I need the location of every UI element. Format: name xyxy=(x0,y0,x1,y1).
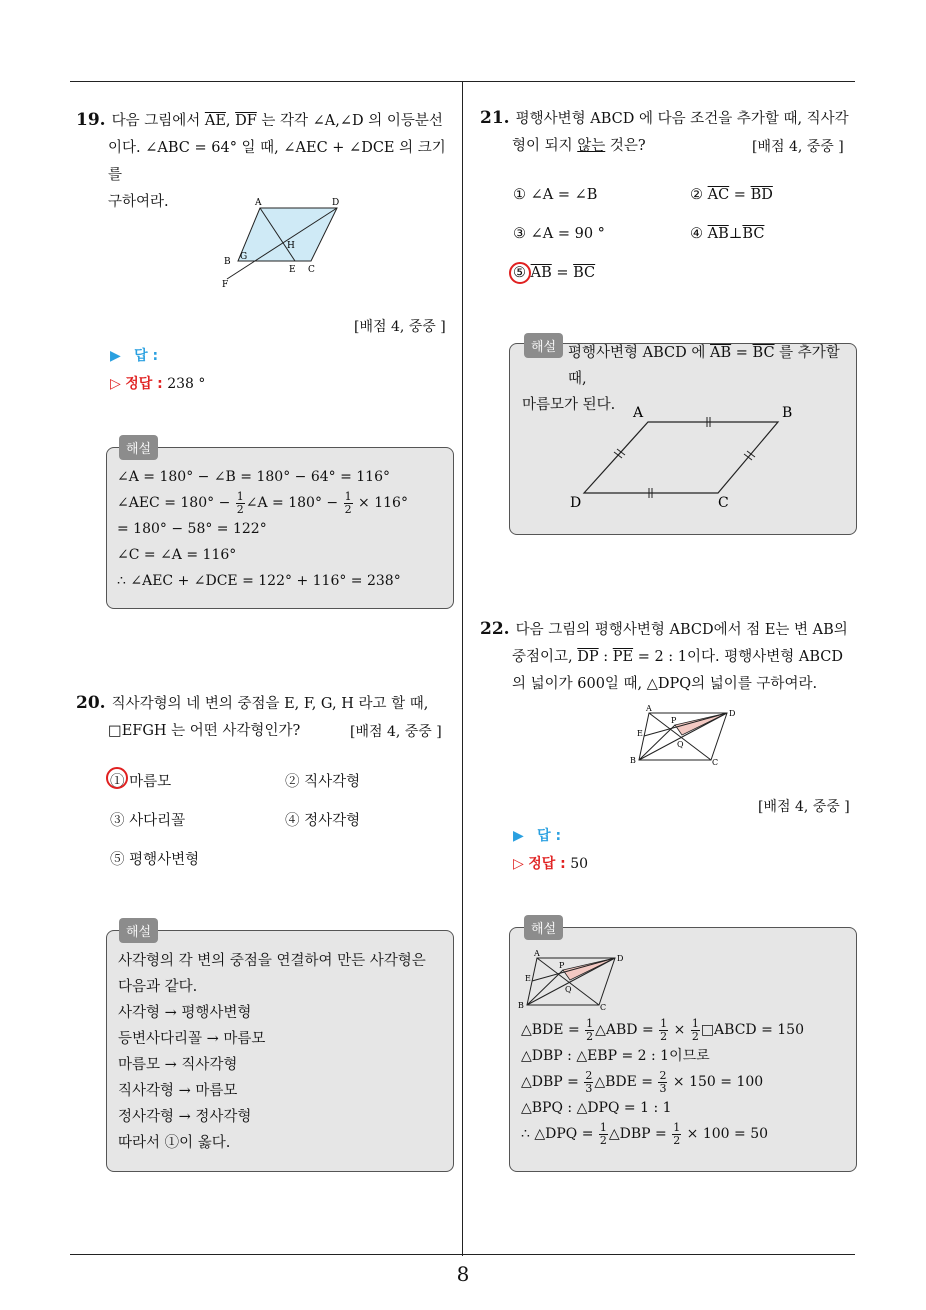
q19-answer-line xyxy=(110,345,158,365)
explain-line: ∠C = ∠A = 116° xyxy=(117,547,237,563)
segment-label: $\overline{AB}$ xyxy=(707,226,729,242)
numerator: 1 xyxy=(599,1120,607,1134)
fraction xyxy=(672,1122,681,1147)
fig-label-h: H xyxy=(287,241,295,251)
explain-line: 등변사다리꼴 → 마름모 xyxy=(118,1031,266,1047)
question-text: 는 각각 ∠A,∠D 의 이등분선 xyxy=(256,113,443,129)
fig-label-q: Q xyxy=(677,740,684,749)
fig-label-f: F xyxy=(222,280,229,290)
text: × 116° xyxy=(353,495,408,511)
q20-option-1[interactable]: ① 마름모 xyxy=(110,774,172,790)
denominator: 2 xyxy=(660,1029,668,1043)
text: △BDE = xyxy=(594,1074,658,1090)
q19-parallelogram-figure xyxy=(215,193,350,290)
question-number: 21. xyxy=(480,108,510,128)
fraction xyxy=(659,1018,668,1043)
question-text: 구하여라. xyxy=(108,194,169,210)
q20-explanation-tag: 해설 xyxy=(119,918,158,943)
explain-line xyxy=(521,1069,853,1095)
text: ⑤ xyxy=(513,265,531,281)
correct-value: 238 ° xyxy=(167,376,206,392)
segment-label: $\overline{DF}$ xyxy=(235,113,257,129)
text: ⊥ xyxy=(728,226,743,242)
q19-correct-line xyxy=(110,373,205,393)
explain-line xyxy=(521,1017,853,1043)
q21-option-1[interactable]: ① ∠A = ∠B xyxy=(513,187,598,203)
q19-score: [배점 4, 중중 ] xyxy=(354,319,446,335)
question-text: : xyxy=(598,649,613,665)
explain-line: 사각형의 각 변의 중점을 연결하여 만든 사각형은 xyxy=(118,953,426,969)
explain-line: 다음과 같다. xyxy=(118,979,198,995)
denominator: 2 xyxy=(344,502,352,516)
denominator: 2 xyxy=(236,502,244,516)
correct-value: 50 xyxy=(570,856,589,872)
text: × xyxy=(669,1022,690,1038)
text: 평행사변형 ABCD 에 xyxy=(568,345,710,361)
fig-label-c: C xyxy=(600,1003,607,1012)
q21-option-4[interactable] xyxy=(690,226,764,242)
question-text: 이다. ∠ABC = 64° 일 때, ∠AEC + ∠DCE 의 크기를 xyxy=(108,140,446,183)
explain-line: 사각형 → 평행사변형 xyxy=(118,1005,252,1021)
question-22 xyxy=(480,616,858,698)
question-text: 것은? xyxy=(605,138,646,154)
q19-explanation xyxy=(117,464,447,594)
denominator: 3 xyxy=(659,1081,667,1095)
text: × 100 = 50 xyxy=(682,1126,769,1142)
numerator: 2 xyxy=(659,1068,667,1082)
denominator: 2 xyxy=(691,1029,699,1043)
text: ② xyxy=(690,187,708,203)
q21-option-3[interactable]: ③ ∠A = 90 ° xyxy=(513,226,605,242)
question-text-underlined: 않는 xyxy=(577,138,606,154)
explain-line: ∴ ∠AEC + ∠DCE = 122° + 116° = 238° xyxy=(117,573,401,589)
fig-label-d: D xyxy=(332,198,340,208)
text: △BDE = xyxy=(521,1022,585,1038)
q20-option-3[interactable]: ③ 사다리꼴 xyxy=(110,813,186,829)
question-text: 직사각형의 네 변의 중점을 E, F, G, H 라고 할 때, xyxy=(111,696,429,712)
fig-label-a: A xyxy=(255,198,262,208)
fig-label-b: B xyxy=(630,756,636,765)
explain-line: 정사각형 → 정사각형 xyxy=(118,1109,252,1125)
text: □ABCD = 150 xyxy=(700,1022,804,1038)
answer-label: 답 : xyxy=(537,828,562,844)
text: = xyxy=(551,265,574,281)
fig-label-d: D xyxy=(617,954,624,963)
fig-label-p: P xyxy=(671,716,677,725)
text: = xyxy=(729,187,751,203)
text: △DBP = xyxy=(608,1126,672,1142)
text: = xyxy=(731,345,753,361)
denominator: 3 xyxy=(585,1081,593,1095)
fig-label-c: C xyxy=(718,495,729,511)
explain-line: △BPQ : △DPQ = 1 : 1 xyxy=(521,1100,672,1116)
fig-label-b: B xyxy=(782,405,793,421)
text: △DBP = xyxy=(521,1074,584,1090)
fig-label-e: E xyxy=(525,974,531,983)
fraction xyxy=(585,1018,594,1043)
denominator: 2 xyxy=(599,1133,607,1147)
fig-label-c: C xyxy=(308,265,315,275)
question-number: 20. xyxy=(76,693,106,713)
text: × 150 = 100 xyxy=(668,1074,764,1090)
explain-line xyxy=(117,490,447,516)
triangle-icon: ▷ xyxy=(110,376,121,392)
question-text: 다음 그림의 평행사변형 ABCD에서 점 E는 변 AB의 xyxy=(515,622,848,638)
text: ∠AEC = 180° − xyxy=(117,495,235,511)
q22-explanation xyxy=(521,1017,853,1147)
selected-answer-mark xyxy=(106,767,128,789)
fig-label-a: A xyxy=(633,405,644,421)
fraction xyxy=(658,1070,667,1095)
question-text: 의 넓이가 600일 때, △DPQ의 넓이를 구하여라. xyxy=(512,676,818,692)
q22-score: [배점 4, 중중 ] xyxy=(758,799,850,815)
numerator: 1 xyxy=(344,489,352,503)
question-text: 중점이고, xyxy=(512,649,578,665)
fig-label-a: A xyxy=(646,704,652,713)
explain-line: 직사각형 → 마름모 xyxy=(118,1083,238,1099)
segment-label: $\overline{DP}$ xyxy=(577,649,599,665)
fig-label-d: D xyxy=(729,709,736,718)
question-text: 다음 그림에서 xyxy=(111,113,205,129)
question-text: 평행사변형 ABCD 에 다음 조건을 추가할 때, 직사각 xyxy=(515,111,849,127)
fraction xyxy=(236,491,245,516)
q19-explanation-tag: 해설 xyxy=(119,435,158,460)
q20-explanation xyxy=(118,948,448,1156)
explain-line: ∠A = 180° − ∠B = 180° − 64° = 116° xyxy=(117,469,390,485)
text: ∴ △DPQ = xyxy=(521,1126,598,1142)
fraction xyxy=(584,1070,593,1095)
question-text: □EFGH 는 어떤 사각형인가? xyxy=(108,723,301,739)
q21-option-2[interactable] xyxy=(690,187,773,203)
column-divider xyxy=(462,82,463,1256)
q21-score: [배점 4, 중중 ] xyxy=(752,139,844,155)
q22-explanation-figure xyxy=(515,948,635,1013)
fraction xyxy=(691,1018,700,1043)
explain-line: 따라서 ①이 옳다. xyxy=(118,1135,231,1151)
text: △ABD = xyxy=(595,1022,659,1038)
segment-label: $\overline{AC}$ xyxy=(707,187,730,203)
fig-label-e: E xyxy=(637,729,643,738)
q21-explanation-tag: 해설 xyxy=(524,333,563,358)
fig-label-d: D xyxy=(570,495,582,511)
q20-option-4[interactable]: ④ 정사각형 xyxy=(285,813,361,829)
fraction xyxy=(599,1122,608,1147)
play-icon: ▶ xyxy=(110,348,121,364)
correct-label: 정답 : xyxy=(125,376,163,392)
explain-line: △DBP : △EBP = 2 : 1이므로 xyxy=(521,1048,710,1064)
question-number: 19. xyxy=(76,110,106,130)
numerator: 1 xyxy=(660,1016,668,1030)
fig-label-q: Q xyxy=(565,985,572,994)
q20-option-5[interactable]: ⑤ 평행사변형 xyxy=(110,852,200,868)
correct-label: 정답 : xyxy=(528,856,566,872)
q22-correct-line xyxy=(513,853,588,873)
question-text: = 2 : 1이다. 평행사변형 ABCD xyxy=(633,649,844,665)
denominator: 2 xyxy=(673,1133,681,1147)
play-icon: ▶ xyxy=(513,828,524,844)
fraction xyxy=(344,491,353,516)
text: ∠A = 180° − xyxy=(245,495,343,511)
segment-label: $\overline{AE}$ xyxy=(204,113,226,129)
segment-label: $\overline{BC}$ xyxy=(573,265,596,281)
fig-label-b: B xyxy=(518,1001,524,1010)
q22-explanation-tag: 해설 xyxy=(524,915,563,940)
explain-line: 마름모 → 직사각형 xyxy=(118,1057,238,1073)
fig-label-a: A xyxy=(534,949,540,958)
selected-answer-mark xyxy=(509,262,531,284)
fig-label-b: B xyxy=(224,257,231,267)
explain-line: 마름모가 된다. xyxy=(522,397,616,413)
question-text: 형이 되지 xyxy=(512,138,578,154)
explain-line xyxy=(521,1121,853,1147)
segment-label: $\overline{BD}$ xyxy=(750,187,773,203)
numerator: 1 xyxy=(236,489,244,503)
numerator: 1 xyxy=(691,1016,699,1030)
q20-score: [배점 4, 중중 ] xyxy=(350,724,442,740)
q21-rhombus-figure xyxy=(560,400,810,515)
fig-label-g: G xyxy=(240,252,248,262)
segment-label: $\overline{BC}$ xyxy=(742,226,765,242)
segment-label: $\overline{AB}$ xyxy=(530,265,552,281)
text: ④ xyxy=(690,226,708,242)
q22-answer-line xyxy=(513,825,561,845)
segment-label: $\overline{PE}$ xyxy=(612,649,634,665)
segment-label: $\overline{AB}$ xyxy=(710,345,732,361)
page-number: 8 xyxy=(456,1262,470,1286)
triangle-icon: ▷ xyxy=(513,856,524,872)
question-number: 22. xyxy=(480,619,510,639)
fig-label-p: P xyxy=(559,961,565,970)
explain-line: = 180° − 58° = 122° xyxy=(117,521,267,537)
segment-label: $\overline{BC}$ xyxy=(752,345,775,361)
answer-label: 답 : xyxy=(134,348,159,364)
denominator: 2 xyxy=(586,1029,594,1043)
fig-label-e: E xyxy=(289,265,296,275)
text: 를 추가할 때, xyxy=(568,345,840,387)
fig-label-c: C xyxy=(712,758,719,767)
q20-option-2[interactable]: ② 직사각형 xyxy=(285,774,361,790)
numerator: 1 xyxy=(673,1120,681,1134)
bottom-rule xyxy=(70,1254,855,1255)
question-text: , xyxy=(225,113,236,129)
numerator: 2 xyxy=(585,1068,593,1082)
q22-parallelogram-figure xyxy=(627,703,747,768)
numerator: 1 xyxy=(586,1016,594,1030)
